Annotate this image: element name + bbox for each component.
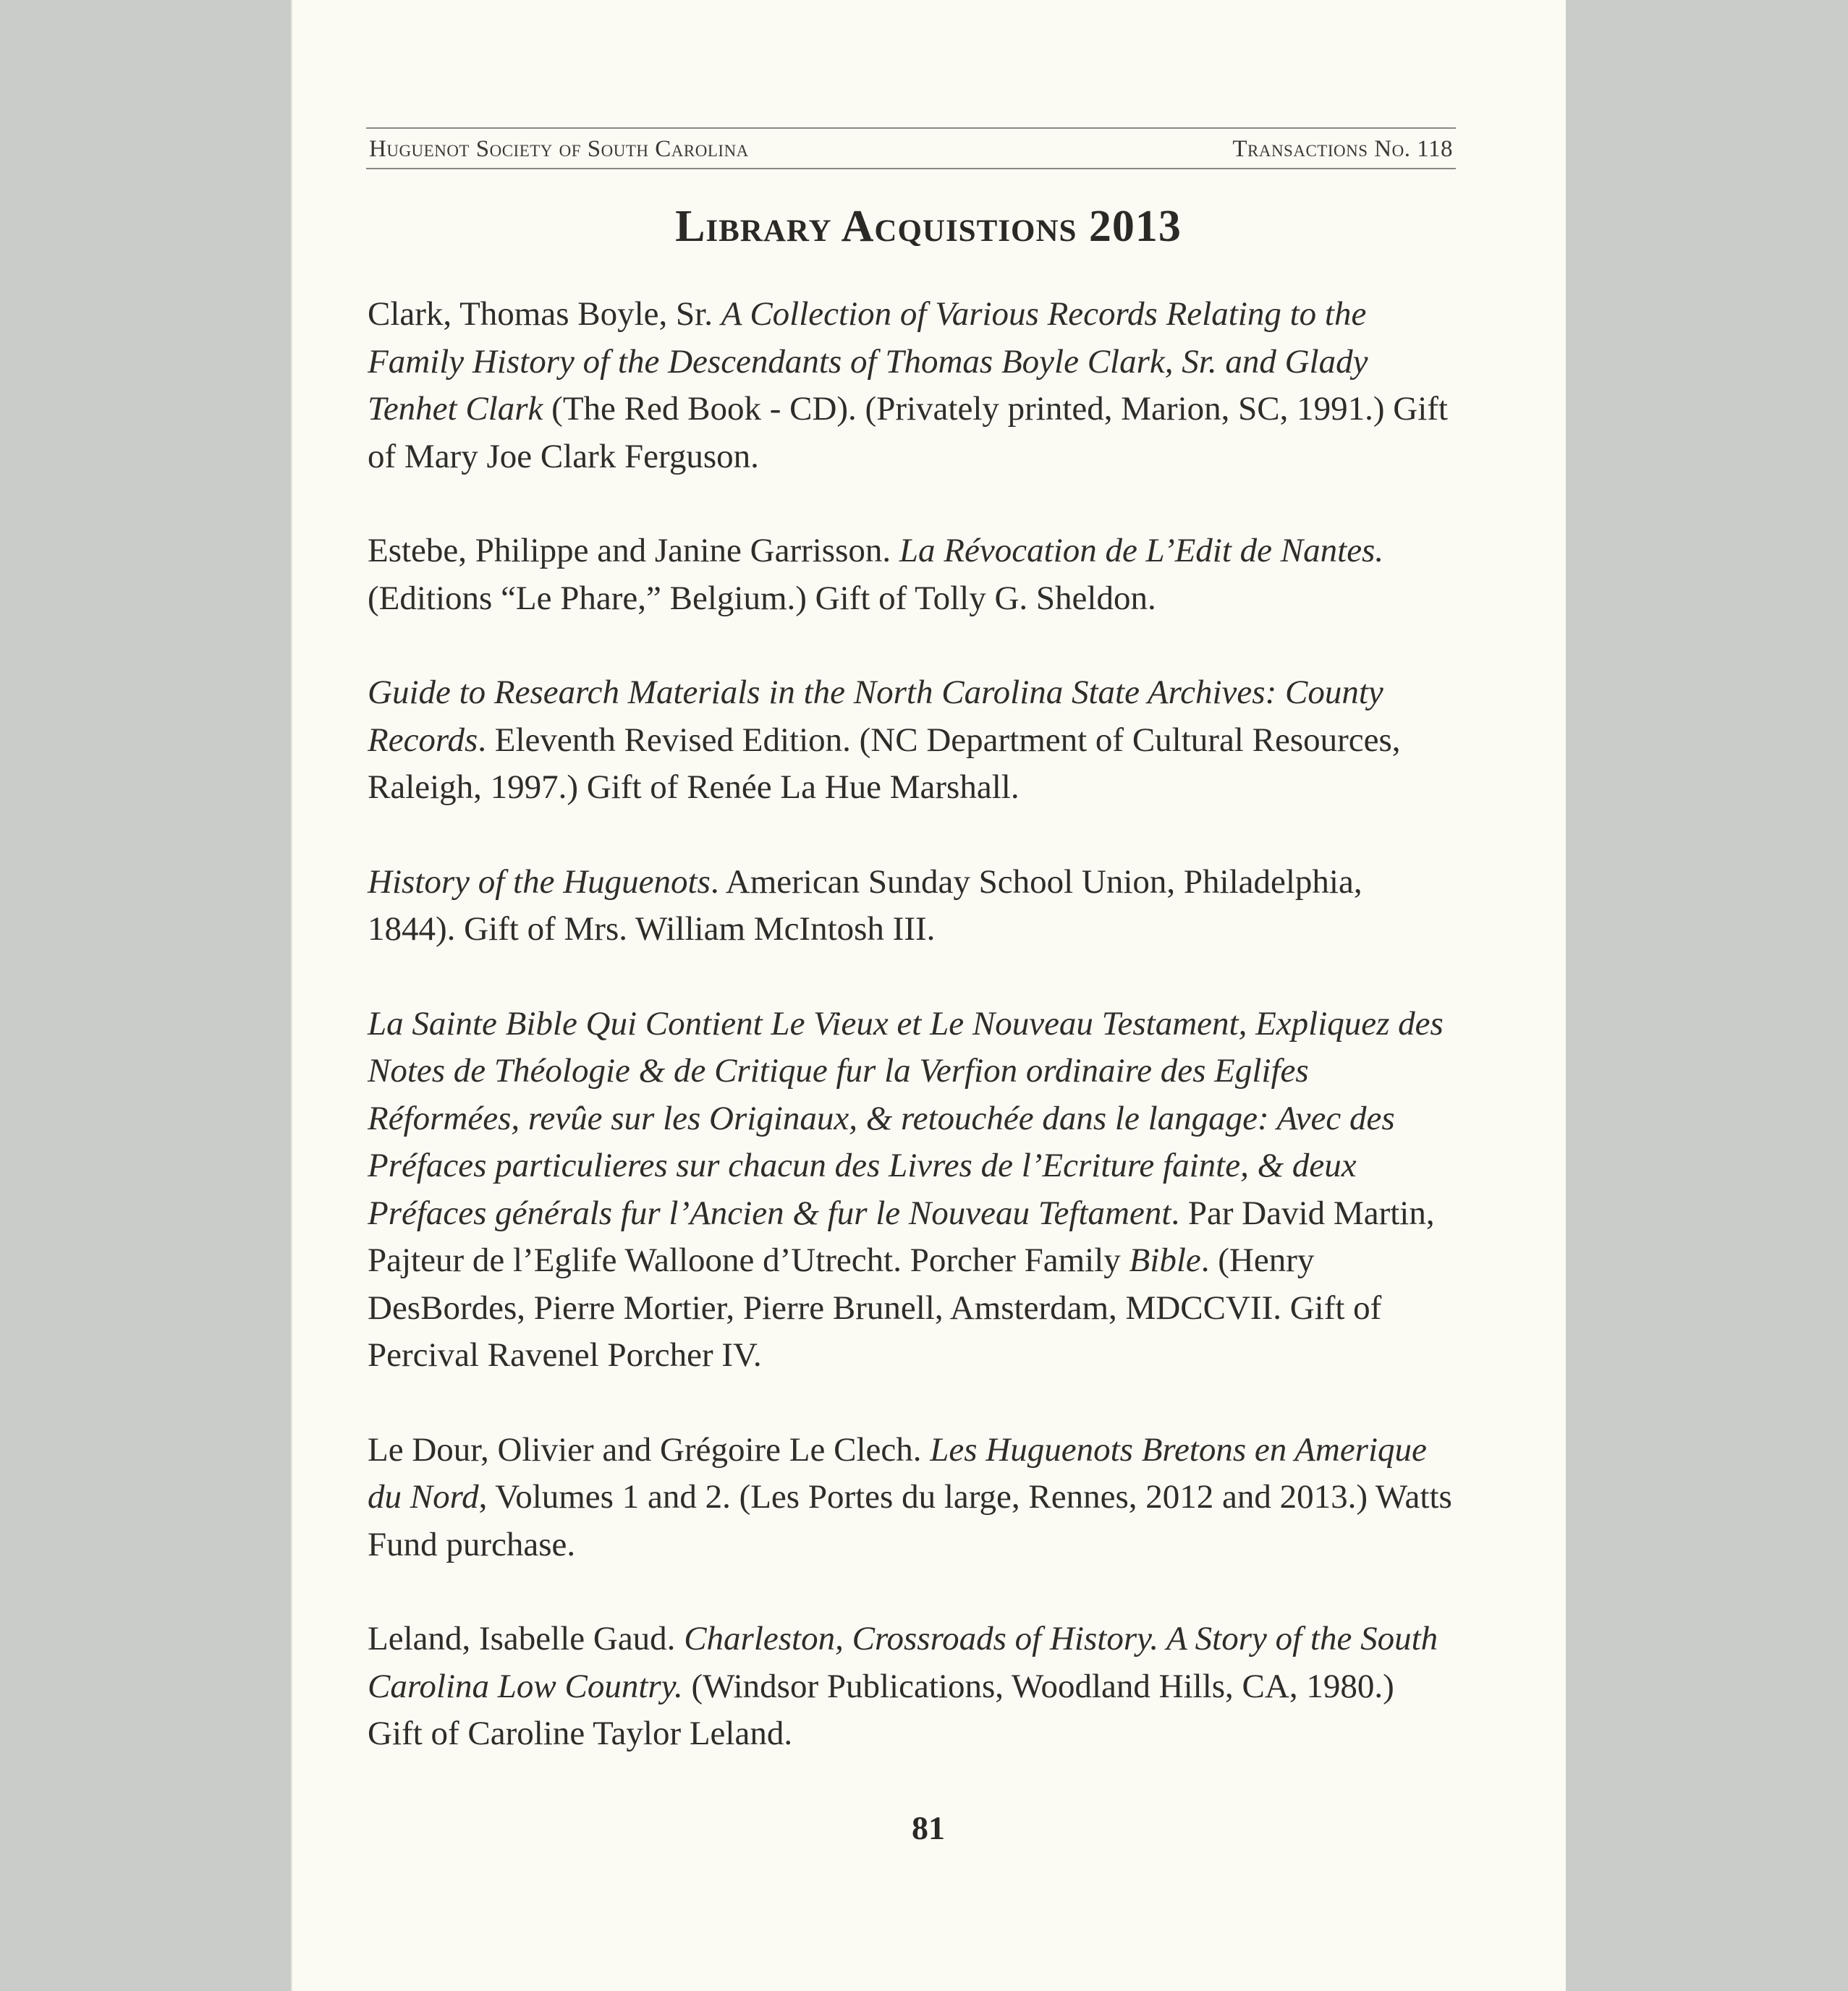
- entry-details: . Eleventh Revised Edition. (NC Department of Cultural Resources, Raleigh, 1997.) Gift of Renée La Hue Marshall.: [368, 721, 1401, 806]
- entry-title: La Sainte Bible Qui Contient Le Vieux et Le Nouveau Testament, Expliquez des Notes de Théologie & de Critique fur la Verfion ordinaire des Eglifes Réformées, revûe sur les Originaux, & retouchée dans le langage: Avec des Préfaces particulieres sur chacun des Livres de l’Ecriture fainte, & deux Préfaces générals fur l’Ancien & fur le Nouveau Teftament: [368, 1004, 1444, 1232]
- running-head: [366, 127, 1456, 169]
- acquisition-entry-clark: [368, 291, 1453, 480]
- entry-title: Guide to Research Materials in the North Carolina State Archives: County Records: [368, 674, 1383, 759]
- entry-title: A Collection of Various Records Relating to the Family History of the Descendants of Thomas Boyle Clark, Sr. and Glady Tenhet Clark: [368, 295, 1368, 428]
- acquisition-entry-leland: [368, 1616, 1453, 1758]
- acquisition-entry-sainte-bible: [368, 1001, 1453, 1380]
- entry-details: . Par David Martin, Pajteur de l’Eglife Walloone d’Utrecht. Porcher Family: [368, 1194, 1435, 1279]
- entry-title-bible: Bible: [1129, 1241, 1201, 1279]
- entry-details: (Editions “Le Phare,” Belgium.) Gift of Tolly G. Sheldon.: [368, 579, 1156, 617]
- entry-author: Leland, Isabelle Gaud.: [368, 1620, 684, 1657]
- entry-details: , Volumes 1 and 2. (Les Portes du large, Rennes, 2012 and 2013.) Watts Fund purchase.: [368, 1478, 1452, 1563]
- acquisitions-list: [368, 291, 1453, 1805]
- book-page: [291, 0, 1566, 1991]
- entry-title: Charleston, Crossroads of History. A Story of the South Carolina Low Country.: [368, 1620, 1438, 1705]
- entry-author: Clark, Thomas Boyle, Sr.: [368, 295, 721, 333]
- entry-title: Les Huguenots Bretons en Amerique du Nord: [368, 1430, 1427, 1516]
- running-head-society: Huguenot Society of South Carolina: [369, 136, 749, 162]
- acquisition-entry-le-dour: [368, 1427, 1453, 1569]
- acquisition-entry-history-huguenots: [368, 859, 1453, 954]
- entry-title: La Révocation de L’Edit de Nantes.: [899, 532, 1384, 569]
- running-head-transactions: Transactions No. 118: [1232, 136, 1453, 162]
- entry-details: (Windsor Publications, Woodland Hills, CA, 1980.) Gift of Caroline Taylor Leland.: [368, 1667, 1394, 1752]
- entry-details: (The Red Book - CD). (Privately printed, Marion, SC, 1991.) Gift of Mary Joe Clark Ferguson.: [368, 390, 1448, 475]
- entry-author: Estebe, Philippe and Janine Garrisson.: [368, 532, 899, 569]
- acquisition-entry-estebe: [368, 527, 1453, 622]
- entry-details: . American Sunday School Union, Philadelphia, 1844). Gift of Mrs. William McIntosh III.: [368, 862, 1362, 948]
- page-number: 81: [912, 1809, 945, 1846]
- page-title: Library Acquistions 2013: [675, 202, 1182, 251]
- acquisition-entry-guide-research: [368, 669, 1453, 812]
- entry-details-publisher: . (Henry DesBordes, Pierre Mortier, Pierre Brunell, Amsterdam, MDCCVII. Gift of Percival Ravenel Porcher IV.: [368, 1241, 1382, 1374]
- entry-title: History of the Huguenots: [368, 862, 711, 901]
- entry-author: Le Dour, Olivier and Grégoire Le Clech.: [368, 1430, 931, 1469]
